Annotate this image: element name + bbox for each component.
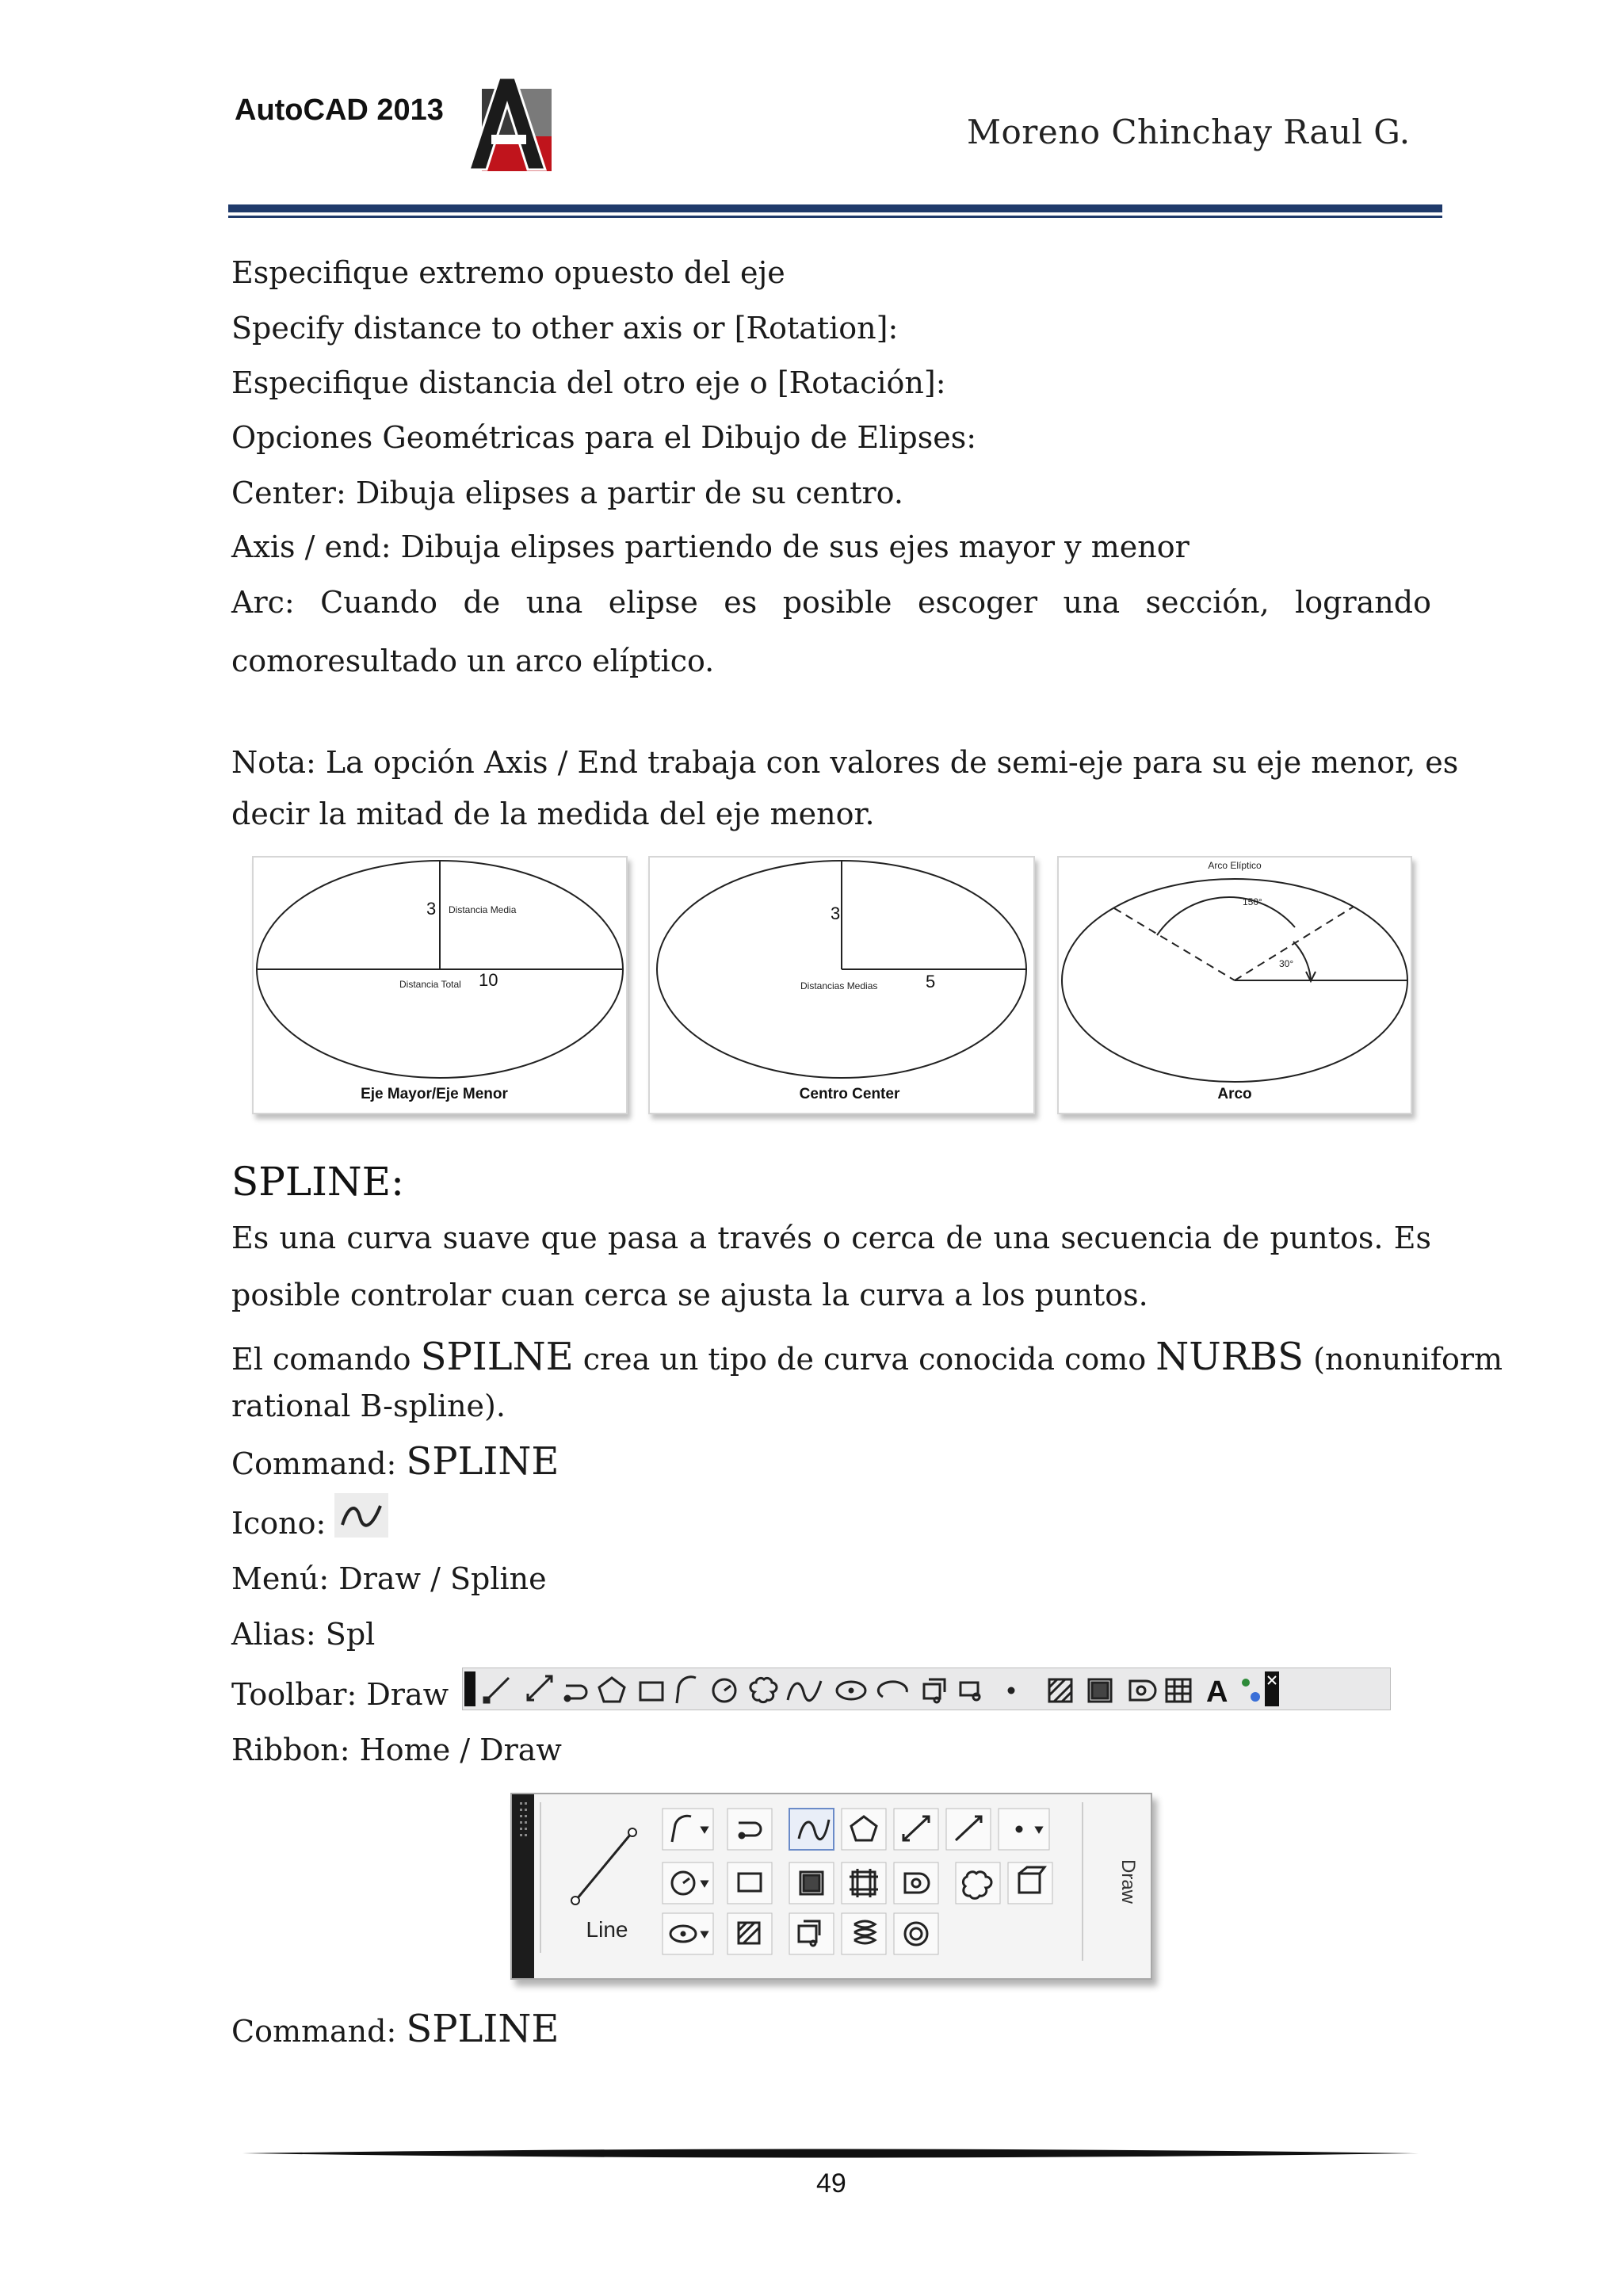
multiline-text-button-icon[interactable] — [789, 1913, 834, 1954]
autocad-logo-icon — [468, 73, 553, 173]
spline-text-line: rational B-spline). — [231, 1389, 506, 1423]
text-line: Center: Dibuja elipses a partir de su centro. — [231, 476, 903, 510]
close-icon[interactable] — [1265, 1671, 1279, 1706]
half-axes-label: Distancias Medias — [800, 980, 878, 991]
polygon-icon[interactable] — [599, 1678, 624, 1702]
ellipse-dropdown-icon[interactable] — [663, 1913, 713, 1954]
figure-caption: Arco — [1217, 1086, 1252, 1102]
app-title: AutoCAD 2013 — [235, 94, 444, 127]
major-axis-label: Distancia Total — [399, 979, 461, 990]
figure-caption: Eje Mayor/Eje Menor — [361, 1086, 508, 1102]
ellipse-icon[interactable] — [837, 1682, 865, 1699]
minor-axis-label: Distancia Media — [449, 904, 517, 915]
svg-text:Line: Line — [586, 1917, 628, 1942]
line-button[interactable] — [571, 1828, 636, 1942]
construction-line-icon[interactable] — [528, 1676, 552, 1700]
text-line: Especifique extremo opuesto del eje — [231, 255, 785, 290]
command-line: Command: SPLINE — [231, 2007, 559, 2051]
menu-path: Menú: Draw / Spline — [231, 1561, 547, 1596]
spline-icon — [334, 1493, 388, 1538]
spline-text-line: Es una curva suave que pasa a través o cerca de una secuencia de puntos. Es — [231, 1221, 1431, 1255]
spline-button-icon[interactable] — [789, 1809, 834, 1850]
ellipse-arc-icon[interactable] — [878, 1682, 907, 1697]
spline-text-line: El comando SPILNE crea un tipo de curva conocida como NURBS (nonuniform — [231, 1335, 1503, 1379]
text-line: Especifique distancia del otro eje o [Rotación]: — [231, 365, 946, 400]
point-icon[interactable] — [1009, 1688, 1014, 1693]
construction-line-button-icon[interactable] — [894, 1809, 938, 1850]
major-axis-value: 10 — [479, 970, 498, 990]
draw-toolbar — [462, 1668, 1391, 1710]
region-button-icon[interactable] — [894, 1862, 938, 1904]
revision-cloud-icon[interactable] — [750, 1678, 777, 1702]
header-rule-thin — [228, 216, 1442, 218]
ribbon-label: Ribbon: Home / Draw — [231, 1733, 562, 1767]
gradient-icon[interactable] — [1089, 1679, 1111, 1702]
note-text-line: decir la mitad de la medida del eje menor. — [231, 797, 875, 831]
command-line: Command: SPLINE — [231, 1439, 559, 1484]
page-number: 49 — [816, 2168, 846, 2199]
arc-text-line: comoresultado un arco elíptico. — [231, 644, 715, 678]
author-name: Moreno Chinchay Raul G. — [967, 113, 1411, 151]
revision-cloud-button-icon[interactable] — [956, 1862, 1000, 1904]
major-axis-value: 5 — [926, 972, 936, 991]
figure-caption: Centro Center — [799, 1086, 900, 1102]
spline-text-line: posible controlar cuan cerca se ajusta la curva a los puntos. — [231, 1278, 1148, 1312]
circle-icon[interactable] — [713, 1679, 735, 1702]
circle-dropdown-icon[interactable] — [663, 1862, 713, 1904]
minor-axis-value: 3 — [831, 904, 841, 923]
figure-arc — [1057, 856, 1412, 1114]
text-line: Opciones Geométricas para el Dibujo de Elipses: — [231, 420, 976, 455]
make-block-icon[interactable] — [960, 1683, 980, 1700]
spline-tool-icon[interactable] — [788, 1681, 821, 1701]
section-heading: SPLINE: — [231, 1159, 404, 1205]
hatch-icon[interactable] — [1049, 1679, 1071, 1702]
ray-button-icon[interactable] — [946, 1809, 991, 1850]
multiline-text-icon[interactable]: A — [1206, 1675, 1228, 1709]
table-icon[interactable] — [1167, 1679, 1190, 1702]
header-rule — [228, 204, 1442, 212]
hatch-button-icon[interactable] — [727, 1913, 772, 1954]
panel-title: Draw — [1117, 1859, 1139, 1904]
rectangle-button-icon[interactable] — [727, 1862, 772, 1904]
angle-label: 30° — [1279, 958, 1294, 969]
text-line: Axis / end: Dibuja elipses partiendo de sus ejes mayor y menor — [231, 529, 1190, 564]
minor-axis-value: 3 — [426, 899, 437, 919]
wipeout-button-icon[interactable] — [1008, 1862, 1052, 1904]
toolbar-label: Toolbar: Draw — [231, 1677, 449, 1712]
polyline-icon[interactable] — [565, 1686, 586, 1701]
insert-block-icon[interactable] — [924, 1679, 945, 1702]
polyline-button-icon[interactable] — [727, 1809, 772, 1850]
figure-axis-end — [252, 856, 628, 1114]
ribbon-draw-panel — [510, 1793, 1152, 1980]
arc-dropdown-icon[interactable] — [663, 1809, 713, 1850]
polygon-button-icon[interactable] — [842, 1809, 886, 1850]
angle-label: 150° — [1243, 896, 1262, 907]
donut-button-icon[interactable] — [894, 1913, 938, 1954]
alias-label: Alias: Spl — [231, 1617, 376, 1652]
icon-label: Icono: — [231, 1506, 327, 1541]
figure-center — [648, 856, 1035, 1114]
table-button-icon[interactable] — [842, 1913, 886, 1954]
arc-text-line: Arc: Cuando de una elipse es posible escoger una sección, logrando — [231, 585, 1431, 620]
region-icon[interactable] — [1130, 1681, 1155, 1700]
add-selected-icon[interactable] — [1242, 1679, 1250, 1687]
gradient-button-icon[interactable] — [789, 1862, 834, 1904]
text-line: Specify distance to other axis or [Rotation]: — [231, 311, 899, 346]
boundary-button-icon[interactable] — [842, 1862, 886, 1904]
point-dropdown-icon[interactable] — [999, 1809, 1049, 1850]
footer-rule — [242, 2146, 1419, 2160]
line-tool-icon[interactable] — [484, 1678, 509, 1702]
rectangle-icon[interactable] — [640, 1683, 663, 1700]
note-text-line: Nota: La opción Axis / End trabaja con valores de semi-eje para su eje menor, es — [231, 745, 1459, 780]
arc-icon[interactable] — [677, 1677, 696, 1703]
figure-title: Arco Elíptico — [1208, 860, 1262, 871]
